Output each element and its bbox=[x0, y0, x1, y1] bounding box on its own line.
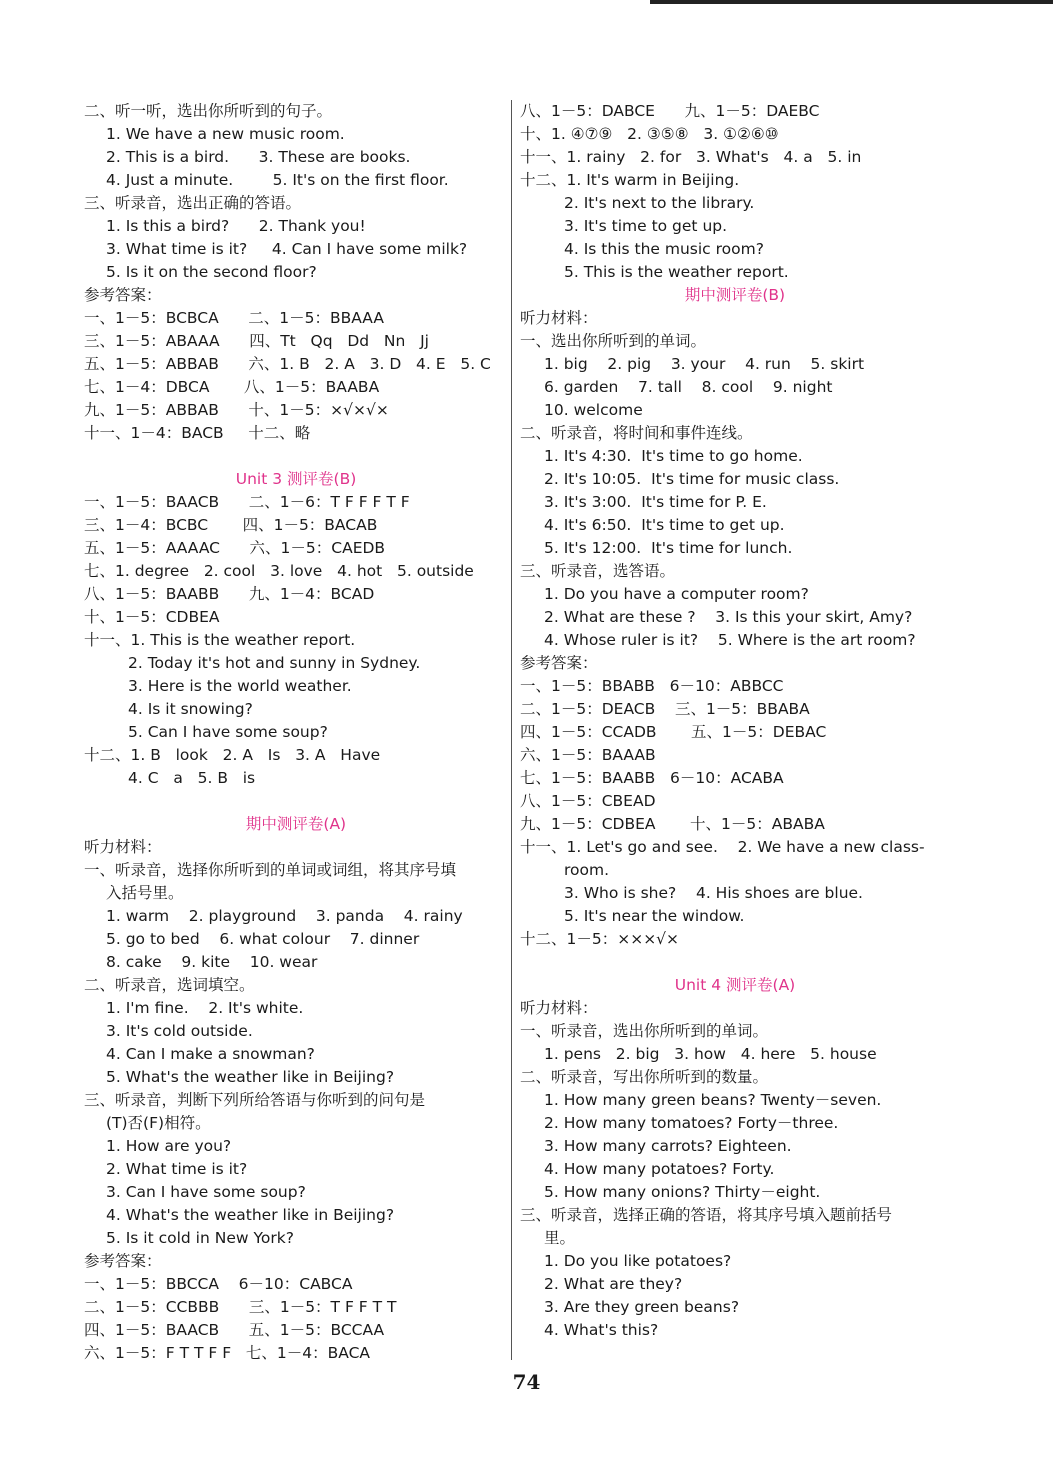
text-line: 八、1－5：DABCE 九、1－5：DAEBC bbox=[520, 102, 820, 120]
text-line: 3. How many carrots? Eighteen. bbox=[544, 1137, 792, 1155]
text-line: 六、1－5：BAAAB bbox=[520, 746, 656, 764]
section-heading: Unit 4 测评卷(A) bbox=[674, 976, 796, 994]
text-line: 8. cake 9. kite 10. wear bbox=[106, 953, 318, 971]
text-line: 二、听录音，将时间和事件连线。 bbox=[520, 424, 753, 442]
text-line: room. bbox=[564, 861, 610, 879]
text-line: 2. How many tomatoes? Forty－three. bbox=[544, 1114, 839, 1132]
right-column bbox=[520, 100, 950, 1342]
text-line: 八、1－5：BAABB 九、1－4：BCAD bbox=[84, 585, 375, 603]
text-line: 4. It's 6:50. It's time to get up. bbox=[544, 516, 785, 534]
page-number: 74 bbox=[512, 1370, 541, 1394]
text-line: 九、1－5：CDBEA 十、1－5：ABABA bbox=[520, 815, 825, 833]
text-line: 2. Today it's hot and sunny in Sydney. bbox=[128, 654, 421, 672]
text-line: 10. welcome bbox=[544, 401, 643, 419]
text-line: 二、听录音，写出你所听到的数量。 bbox=[520, 1068, 769, 1086]
text-line: 4. Can I make a snowman? bbox=[106, 1045, 315, 1063]
text-line bbox=[520, 951, 950, 974]
text-line: 三、1－4：BCBC 四、1－5：BACAB bbox=[84, 516, 378, 534]
text-line: 五、1－5：AAAAC 六、1－5：CAEDB bbox=[84, 539, 386, 557]
text-line bbox=[84, 445, 508, 468]
text-line: 十、1. ④⑦⑨ 2. ③⑤⑧ 3. ①②⑥⑩ bbox=[520, 125, 779, 143]
text-line: 入括号里。 bbox=[106, 884, 184, 902]
text-line: 3. It's cold outside. bbox=[106, 1022, 253, 1040]
text-line: 1. Do you like potatoes? bbox=[544, 1252, 732, 1270]
text-line: 6. garden 7. tall 8. cool 9. night bbox=[544, 378, 833, 396]
text-line: 3. It's time to get up. bbox=[564, 217, 728, 235]
text-line: 2. It's 10:05. It's time for music class. bbox=[544, 470, 840, 488]
text-line: 三、1－5：ABAAA 四、Tt Qq Dd Nn Jj bbox=[84, 332, 429, 350]
text-line: 一、听录音，选择你所听到的单词或词组，将其序号填 bbox=[84, 861, 457, 879]
text-line: 5. Is it on the second floor? bbox=[106, 263, 317, 281]
text-line: 十一、1. rainy 2. for 3. What's 4. a 5. in bbox=[520, 148, 862, 166]
text-line: 3. Who is she? 4. His shoes are blue. bbox=[564, 884, 863, 902]
text-line: 二、1－5：CCBBB 三、1－5：T F F T T bbox=[84, 1298, 397, 1316]
text-line: 十一、1. This is the weather report. bbox=[84, 631, 356, 649]
section-heading: 期中测评卷(A) bbox=[245, 815, 347, 833]
text-line: 三、听录音，选答语。 bbox=[520, 562, 676, 580]
text-line: 听力材料： bbox=[520, 999, 598, 1017]
text-line: 八、1－5：CBEAD bbox=[520, 792, 656, 810]
text-line: 十二、1－5：×××√× bbox=[520, 930, 680, 948]
text-line: 十一、1－4：BACB 十二、略 bbox=[84, 424, 311, 442]
text-line: 1. warm 2. playground 3. panda 4. rainy bbox=[106, 907, 463, 925]
text-line: 九、1－5：ABBAB 十、1－5：×√×√× bbox=[84, 401, 389, 419]
text-line: 六、1－5：F T T F F 七、1－4：BACA bbox=[84, 1344, 371, 1362]
text-line: 三、听录音，判断下列所给答语与你听到的问句是 bbox=[84, 1091, 426, 1109]
section-heading: 期中测评卷(B) bbox=[684, 286, 786, 304]
text-line: 5. What's the weather like in Beijing? bbox=[106, 1068, 395, 1086]
text-line: 三、听录音，选出正确的答语。 bbox=[84, 194, 302, 212]
text-line: 4. What's the weather like in Beijing? bbox=[106, 1206, 395, 1224]
text-line: 4. How many potatoes? Forty. bbox=[544, 1160, 775, 1178]
text-line: 5. go to bed 6. what colour 7. dinner bbox=[106, 930, 420, 948]
text-line: 2. What time is it? bbox=[106, 1160, 248, 1178]
text-line: 4. Is it snowing? bbox=[128, 700, 253, 718]
text-line: 十一、1. Let's go and see. 2. We have a new class- bbox=[520, 838, 925, 856]
text-line: 一、1－5：BAACB 二、1－6：T F F F T F bbox=[84, 493, 410, 511]
text-line: 1. How many green beans? Twenty－seven. bbox=[544, 1091, 882, 1109]
text-line: 十、1－5：CDBEA bbox=[84, 608, 220, 626]
text-line: 2. What are they? bbox=[544, 1275, 683, 1293]
text-line: 1. How are you? bbox=[106, 1137, 232, 1155]
text-line: 十二、1. It's warm in Beijing. bbox=[520, 171, 740, 189]
text-line: 2. It's next to the library. bbox=[564, 194, 755, 212]
text-line: 5. It's near the window. bbox=[564, 907, 745, 925]
text-line: 2. What are these ? 3. Is this your skirt, Amy? bbox=[544, 608, 913, 626]
text-line: 5. Can I have some soup? bbox=[128, 723, 328, 741]
left-column bbox=[84, 100, 508, 1365]
text-line: 4. Just a minute. 5. It's on the first floor. bbox=[106, 171, 449, 189]
text-line: 三、听录音，选择正确的答语，将其序号填入题前括号 bbox=[520, 1206, 893, 1224]
text-line: 参考答案： bbox=[520, 654, 598, 672]
text-line: 4. What's this? bbox=[544, 1321, 659, 1339]
text-line: (T)否(F)相符。 bbox=[106, 1114, 211, 1132]
text-line: 四、1－5：BAACB 五、1－5：BCCAA bbox=[84, 1321, 385, 1339]
text-line: 里。 bbox=[544, 1229, 576, 1247]
text-line: 3. It's 3:00. It's time for P. E. bbox=[544, 493, 767, 511]
text-line: 1. It's 4:30. It's time to go home. bbox=[544, 447, 803, 465]
text-line: 七、1－5：BAABB 6－10：ACABA bbox=[520, 769, 784, 787]
text-line: 5. Is it cold in New York? bbox=[106, 1229, 294, 1247]
text-line: 五、1－5：ABBAB 六、1. B 2. A 3. D 4. E 5. C bbox=[84, 355, 491, 373]
text-line: 4. C a 5. B is bbox=[128, 769, 256, 787]
text-line: 3. What time is it? 4. Can I have some milk? bbox=[106, 240, 468, 258]
text-line: 4. Whose ruler is it? 5. Where is the art room? bbox=[544, 631, 916, 649]
text-line: 七、1. degree 2. cool 3. love 4. hot 5. outside bbox=[84, 562, 474, 580]
text-line: 5. It's 12:00. It's time for lunch. bbox=[544, 539, 793, 557]
text-line: 一、选出你所听到的单词。 bbox=[520, 332, 707, 350]
column-divider bbox=[511, 100, 512, 1360]
text-line: 3. Are they green beans? bbox=[544, 1298, 740, 1316]
text-line: 1. Do you have a computer room? bbox=[544, 585, 809, 603]
text-line: 一、听录音，选出你所听到的单词。 bbox=[520, 1022, 769, 1040]
text-line: 参考答案： bbox=[84, 1252, 162, 1270]
text-line: 1. big 2. pig 3. your 4. run 5. skirt bbox=[544, 355, 865, 373]
text-line: 3. Here is the world weather. bbox=[128, 677, 352, 695]
text-line: 四、1－5：CCADB 五、1－5：DEBAC bbox=[520, 723, 827, 741]
text-line: 1. Is this a bird? 2. Thank you! bbox=[106, 217, 366, 235]
text-line: 3. Can I have some soup? bbox=[106, 1183, 306, 1201]
text-line: 5. How many onions? Thirty－eight. bbox=[544, 1183, 821, 1201]
text-line: 二、1－5：DEACB 三、1－5：BBABA bbox=[520, 700, 810, 718]
text-line: 十二、1. B look 2. A Is 3. A Have bbox=[84, 746, 381, 764]
text-line: 七、1－4：DBCA 八、1－5：BAABA bbox=[84, 378, 380, 396]
text-line: 参考答案： bbox=[84, 286, 162, 304]
text-line: 4. Is this the music room? bbox=[564, 240, 764, 258]
text-line: 2. This is a bird. 3. These are books. bbox=[106, 148, 411, 166]
text-line bbox=[84, 790, 508, 813]
text-line: 1. I'm fine. 2. It's white. bbox=[106, 999, 304, 1017]
text-line: 听力材料： bbox=[84, 838, 162, 856]
text-line: 二、听录音，选词填空。 bbox=[84, 976, 255, 994]
text-line: 听力材料： bbox=[520, 309, 598, 327]
text-line: 1. We have a new music room. bbox=[106, 125, 345, 143]
text-line: 一、1－5：BBCCA 6－10：CABCA bbox=[84, 1275, 353, 1293]
section-heading: Unit 3 测评卷(B) bbox=[235, 470, 357, 488]
top-edge-rule bbox=[650, 0, 1053, 4]
text-line: 5. This is the weather report. bbox=[564, 263, 789, 281]
text-line: 一、1－5：BCBCA 二、1－5：BBAAA bbox=[84, 309, 384, 327]
text-line: 一、1－5：BBABB 6－10：ABBCC bbox=[520, 677, 784, 695]
text-line: 二、听一听，选出你所听到的句子。 bbox=[84, 102, 333, 120]
text-line: 1. pens 2. big 3. how 4. here 5. house bbox=[544, 1045, 877, 1063]
